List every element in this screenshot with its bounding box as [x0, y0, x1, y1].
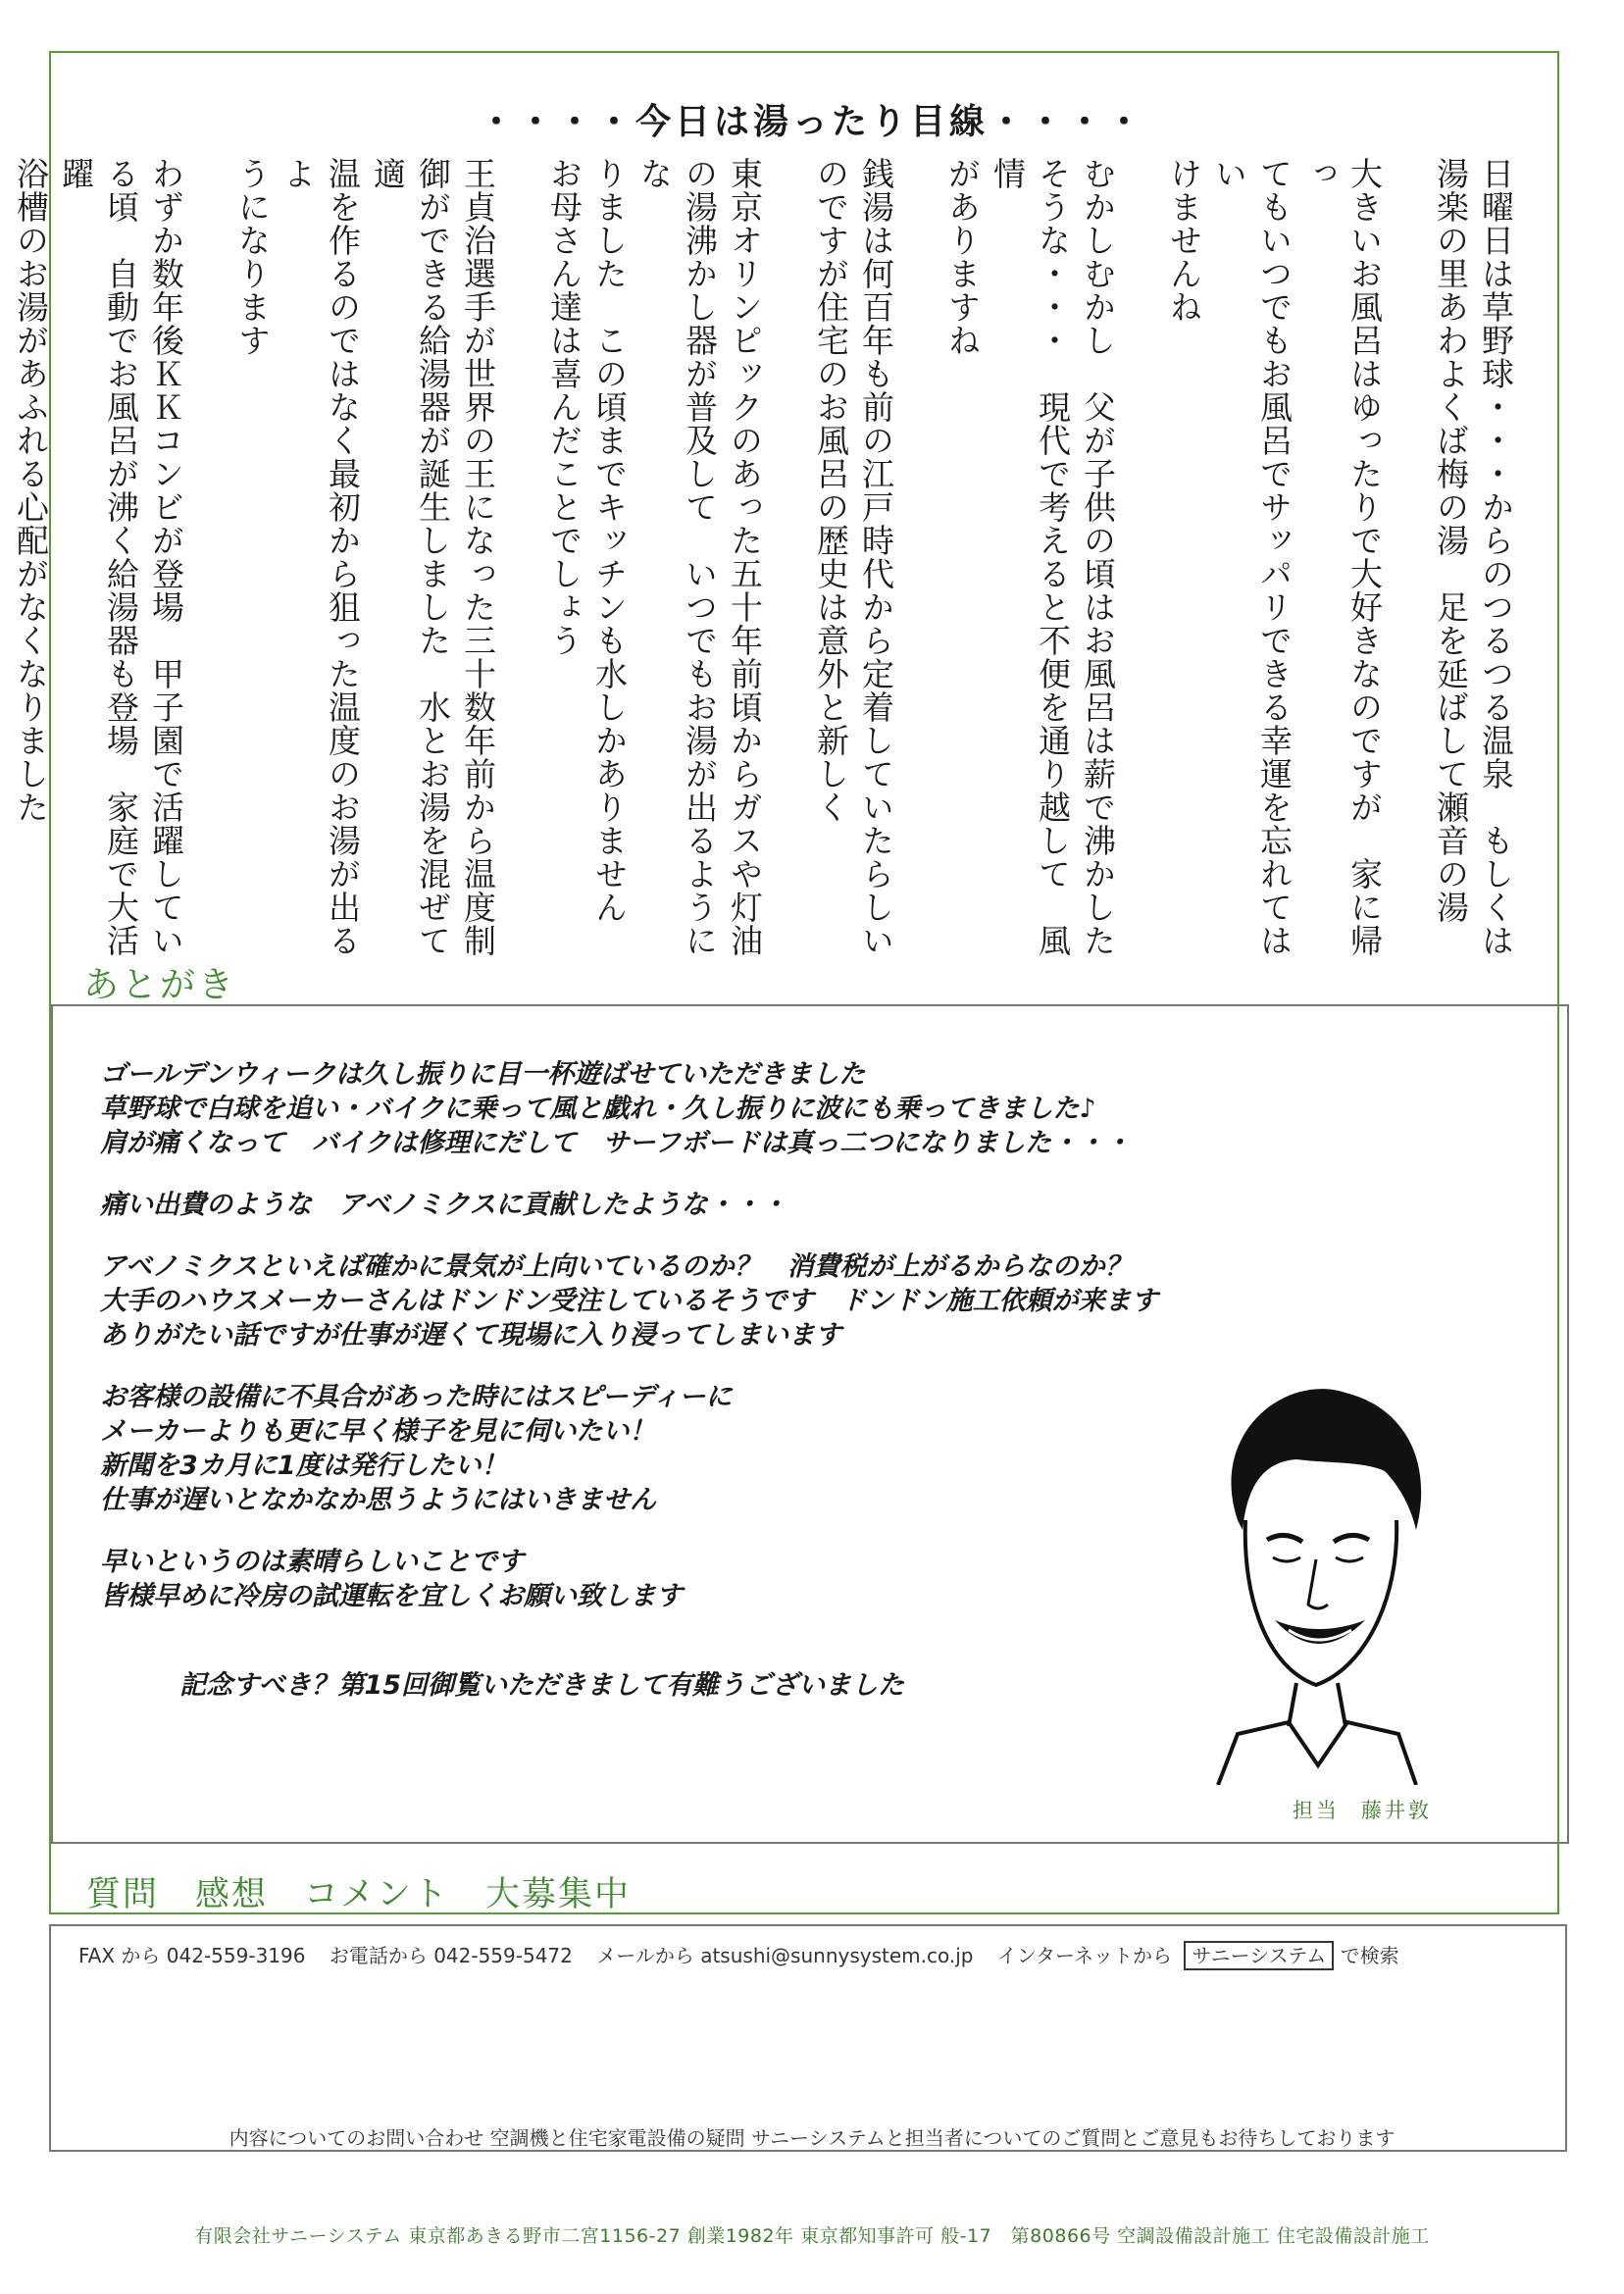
column-line: の湯沸かし器が普及して いつでもお湯が出るようにな: [635, 157, 719, 957]
fax-label: FAX から: [78, 1944, 161, 1967]
column-line: けませんね: [1165, 157, 1203, 324]
column-line: 大きいお風呂はゆったりで大好きなのですが 家に帰っ: [1300, 157, 1384, 957]
staff-name: 藤井敦: [1361, 1799, 1432, 1822]
company-footer: 有限会社サニーシステム 東京都あきる野市二宮1156-27 創業1982年 東京都知事許可 般-17 第80866号 空調設備設計施工 住宅設備設計施工: [194, 2225, 1430, 2247]
search-suffix: で検索: [1340, 1944, 1399, 1967]
contact-methods: [78, 1940, 1399, 1970]
column-line: 温を作るのではなく最初から狙った温度のお湯が出るよ: [279, 157, 362, 957]
column-line: わずか数年後ＫＫコンビが登場 甲子園で活躍してい: [147, 157, 185, 957]
column-line: 東京オリンピックのあった五十年前頃からガスや灯油: [726, 157, 764, 957]
atogaki-line: ゴールデンウィークは久し振りに目一杯遊ばせていただきました: [100, 1059, 866, 1090]
mail-label: メールから: [596, 1944, 694, 1967]
atogaki-line: お客様の設備に不具合があった時にはスピーディーに: [100, 1382, 733, 1412]
column-paragraph: [1161, 157, 1387, 961]
atogaki-body: [100, 1057, 1158, 1703]
column-paragraph: [939, 157, 1120, 961]
staff-caricature-image: [1198, 1373, 1434, 1785]
atogaki-line: 仕事が遅いとなかなか思うようにはいきません: [100, 1485, 656, 1515]
column-body: [0, 157, 1518, 961]
atogaki-line: 痛い出費のような アベノミクスに貢献したような・・・: [100, 1190, 787, 1220]
column-line: 王貞治選手が世界の王になった三十数年前から温度制: [459, 157, 497, 957]
spacer: [100, 1613, 1158, 1641]
column-paragraph: [808, 157, 898, 961]
atogaki-line: 大手のハウスメーカーさんはドンドン受注しているそうです ドンドン施工依頼が来ます: [100, 1286, 1158, 1316]
atogaki-line: 記念すべき？第15回御覧いただきまして有難うございました: [100, 1670, 905, 1701]
atogaki-line: 皆様早めに冷房の試運転を宜しくお願い致します: [100, 1581, 683, 1611]
column-line: のですが住宅のお風呂の歴史は意外と新しく: [812, 157, 850, 824]
search-term-box: サニーシステム: [1184, 1941, 1334, 1970]
column-line: 湯楽の里あわよくば梅の湯 足を延ばして瀬音の湯: [1432, 157, 1470, 924]
column-line: がありますね: [943, 157, 982, 357]
column-paragraph: [229, 157, 500, 961]
column-line: そうな・・・ 現代で考えると不便を通り越して 風情: [989, 157, 1072, 957]
phone-label: お電話から: [329, 1944, 428, 1967]
fax-number[interactable]: 042-559-3196: [166, 1944, 306, 1967]
spacer: [100, 1641, 1158, 1668]
atogaki-line: ありがたい話ですが仕事が遅くて現場に入り浸ってしまいます: [100, 1320, 841, 1351]
mail-address[interactable]: atsushi@sunnysystem.co.jp: [700, 1944, 974, 1967]
column-line: 浴槽のお湯があふれる心配がなくなりました: [12, 157, 50, 824]
atogaki-line: 肩が痛くなって バイクは修理にだして サーフボードは真っ二つになりました・・・: [100, 1128, 1132, 1158]
spacer: [100, 1352, 1158, 1380]
column-line: る頃 自動でお風呂が沸く給湯器も登場 家庭で大活躍: [57, 157, 140, 957]
column-line: 日曜日は草野球・・・からのつるつる温泉 もしくは: [1477, 157, 1515, 957]
atogaki-line: 新聞を3カ月に1度は発行したい！: [100, 1451, 508, 1481]
atogaki-line: アベノミクスといえば確かに景気が上向いているのか？ 消費税が上がるからなのか？: [100, 1251, 1132, 1282]
column-paragraph: [8, 157, 188, 961]
column-title: ・・・・今日は湯ったり目線・・・・: [478, 102, 1145, 142]
column-line: てもいつでもお風呂でサッパリできる幸運を忘れてはい: [1210, 157, 1294, 957]
spacer: [100, 1517, 1158, 1545]
column-line: りました この頃までキッチンも水しかありません: [590, 157, 629, 924]
internet-label: インターネットから: [996, 1944, 1173, 1967]
atogaki-heading: あとがき: [83, 965, 237, 1005]
atogaki-line: メーカーよりも更に早く様子を見に伺いたい！: [100, 1416, 656, 1447]
contact-heading: 質問 感想 コメント 大募集中: [86, 1875, 632, 1914]
spacer: [100, 1222, 1158, 1249]
staff-role: 担当: [1293, 1799, 1340, 1822]
column-paragraph: [1428, 157, 1518, 961]
inquiry-note: 内容についてのお問い合わせ 空調機と住宅家電設備の疑問 サニーシステムと担当者についてのご質問とご意見もお待ちしております: [228, 2126, 1396, 2150]
column-line: うになります: [233, 157, 272, 357]
staff-signature: [1293, 1795, 1432, 1824]
atogaki-line: 草野球で白球を追い・バイクに乗って風と戯れ・久し振りに波にも乗ってきました♪: [100, 1094, 1096, 1124]
column-line: 御ができる給湯器が誕生しました 水とお湯を混ぜて適: [369, 157, 452, 957]
atogaki-line: 早いというのは素晴らしいことです: [100, 1547, 524, 1577]
column-line: お母さん達は喜んだことでしょう: [545, 157, 584, 657]
spacer: [100, 1160, 1158, 1188]
column-line: むかしむかし 父が子供の頃はお風呂は薪で沸かした: [1079, 157, 1117, 957]
phone-number[interactable]: 042-559-5472: [433, 1944, 573, 1967]
column-line: 銭湯は何百年も前の江戸時代から定着していたらしい: [857, 157, 895, 957]
column-paragraph: [541, 157, 767, 961]
